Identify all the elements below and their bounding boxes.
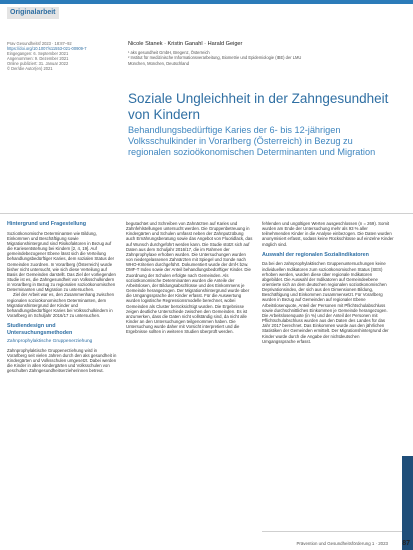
text-column-2 — [126, 221, 254, 334]
paragraph: Zahnprophylaktische Gruppenerziehung wird in Vorarlberg seit vielen Jahren durch den aks gesundheit in Kindergärten und Volksschulen umgesetzt. Dabei werden die Kinder in allen Kindergärten und Volksschulen von geschulten Zahngesundheitserzieherinnen betreut. — [7, 347, 117, 374]
text-column-3 — [262, 221, 394, 344]
paragraph: Sozioökonomische Determinanten wie Bildung, Einkommen und Beschäftigung sowie Migrationshintergrund sind Risikofaktoren in Bezug auf die Kariesentstehung bei Kindern [2, 4, 19]. Auf gemeindebezogener Ebene lässt sich die Verteilung behandlungsbedürftiger Karies, dem sozialen Status der Gemeinden zuordnen. In Vorarlberg (Österreich) wurde bisher nicht untersucht, wie sich diese Verteilung auf Basis der Gemeinden darstellt. Das Ziel der vorliegenden Studie ist es, die Zahngesundheit von Volksschulkindern in Vorarlberg in Bezug zu regionalen sozioökonomischen Determinanten und Migration zu untersuchen. — [7, 230, 116, 293]
paragraph: Ziel der Arbeit war es, den Zusammenhang zwischen regionalen sozioökonomischen Determinanten, dem Migrationshintergrund der Kinder und behandlungsbedürftiger Karies bei Volksschulkindern in Vorarlberg im Schuljahr 2016/17 zu untersuchen. — [7, 292, 115, 319]
article-type-tag: Originalarbeit — [7, 7, 59, 19]
section-divider — [0, 213, 413, 214]
text-column-1 — [7, 221, 117, 374]
affiliation-2-cont: München, München, Deutschland — [128, 60, 189, 66]
journal-citation: Prav Gesundheitsf 2023 · 18:87–92 — [7, 41, 72, 46]
paragraph: begutachtet und Schreiben von Zahnärzten auf Karies und Zahnfehlstellungen untersucht werden. Die Gruppenbetreuung in Kindergärten und Schulen umfasst neben der Zahnputzübung auch Ernährungsberatung sowie das Angebot von Fluoridlack, das auf Wunsch durchgeführt werden kann. Die Studie stützt sich auf Daten aus dem Schuljahr 2016/17, die im Rahmen der Zahnprophylaxe erhoben wurden. Die Untersuchungen wurden von niedergelassenen Zahnärzten mit Spiegel und Sonde nach WHO-Kriterien durchgeführt. Dokumentiert wurde der dmf-t bzw. DMF-T Index sowie der Anteil behandlungsbedürftiger Kinder. Die Zuordnung der Schulen erfolgte nach Gemeinden. Als sozioökonomische Determinanten wurden die Anteile der Arbeitslosen, der Bildungsabschlüsse und des Einkommens je Gemeinde herangezogen. Der Migrationshintergrund wurde über die Umgangssprache der Kinder erfasst. Für die Auswertung wurden logistische Regressionsmodelle berechnet, wobei Gemeinden als Cluster berücksichtigt wurden. Die Ergebnisse zeigen deutliche Unterschiede zwischen den Gemeinden. Es ist anzumerken, dass die Daten nicht vollständig sind, da nicht alle Kinder an den Untersuchungen teilgenommen haben. Die Untersuchung wurde daher mit Vorsicht interpretiert und die Ergebnisse sollten in weiteren Studien überprüft werden. — [126, 221, 253, 335]
page-edge-tab — [402, 456, 413, 550]
footer-divider — [262, 531, 402, 532]
doi-link[interactable]: https://doi.org/10.1007/s11553-021-00909-7 — [7, 46, 87, 52]
page-number: 87 — [402, 540, 410, 547]
top-accent-bar — [0, 0, 413, 4]
affiliation-2: ² Institut für medizinische Informationsverarbeitung, Biometrie und Epidemiologie (IBE) der LMU — [128, 55, 302, 61]
article-subtitle: Behandlungsbedürftige Karies der 6- bis 12-jährigen Volksschulkinder in Vorarlberg (Österreich) in Bezug zu regionalen sozioökonomischen Determinanten und Migration — [128, 125, 376, 158]
paragraph: Da bei den zahnprophylaktischen Gruppenuntersuchungen keine individuellen Indikatoren zum sozioökonomischen Status (SES) erhoben werden, wurden diese über regionale Indikatoren abgebildet. Die Auswahl der Indikatoren auf Gemeindeebene orientierte sich an dem deutschen regionalen sozioökonomischen Deprivationsindex, der sich aus den Dimensionen Bildung, Beschäftigung und Einkommen zusammensetzt. Für Vorarlberg wurden in Bezug auf Gemeinden auf regionaler Ebene Arbeitslosenquote, Anteil der Personen mit Pflichtschulabschluss sowie durchschnittliches Einkommen je Gemeinde herangezogen. Die Arbeitslosenquote (in %) und der Anteil der Personen mit Pflichtschulabschluss wurden aus den Daten des Landes für das Jahr 2017 berechnet. Das Einkommen wurde aus den jährlichen Statistiken der Gemeinden ermittelt. Der Migrationshintergrund der Kinder wurde durch die Angabe der nichtdeutschen Umgangssprache erfasst. — [262, 261, 389, 344]
journal-footer: Prävention und Gesundheitsförderung 1 · 2023 — [296, 541, 388, 546]
affiliation-1: ¹ aks gesundheit GmbH, Bregenz, Österreich — [128, 50, 210, 55]
article-title: Soziale Ungleichheit in der Zahngesundheit von Kindern — [128, 91, 389, 122]
paragraph: fehlenden und ungültigen Werten ausgeschlossen (n = 269). Somit wurden am Ende der Untersuchung mehr als 93 % aller teilnehmenden Kinder in die Analyse einbezogen. Die Daten wurden anonymisiert erfasst, sodass keine Rückschlüsse auf einzelne Kinder möglich sind. — [262, 221, 394, 247]
accepted-date: Angenommen: 9. Dezember 2021 — [7, 56, 69, 62]
section-heading-indicators: Auswahl der regionalen Sozialindikatoren — [262, 251, 369, 258]
published-date: Online publiziert: 31. Januar 2022 — [7, 61, 69, 67]
copyright-line: © Der/die Autor(en) 2021 — [7, 66, 53, 72]
section-heading-methods: Studiendesign und Untersuchungsmethoden — [7, 323, 73, 336]
affiliations — [128, 50, 398, 66]
author-list: Nicole Stanek · Kristin Ganahl · Harald Geiger — [128, 41, 243, 47]
subsection-heading: Zahnprophylaktische Gruppenerziehung — [7, 339, 93, 345]
received-date: Eingegangen: 6. September 2021 — [7, 51, 69, 57]
section-heading-background: Hintergrund und Fragestellung — [7, 221, 87, 227]
article-metadata — [7, 41, 122, 72]
